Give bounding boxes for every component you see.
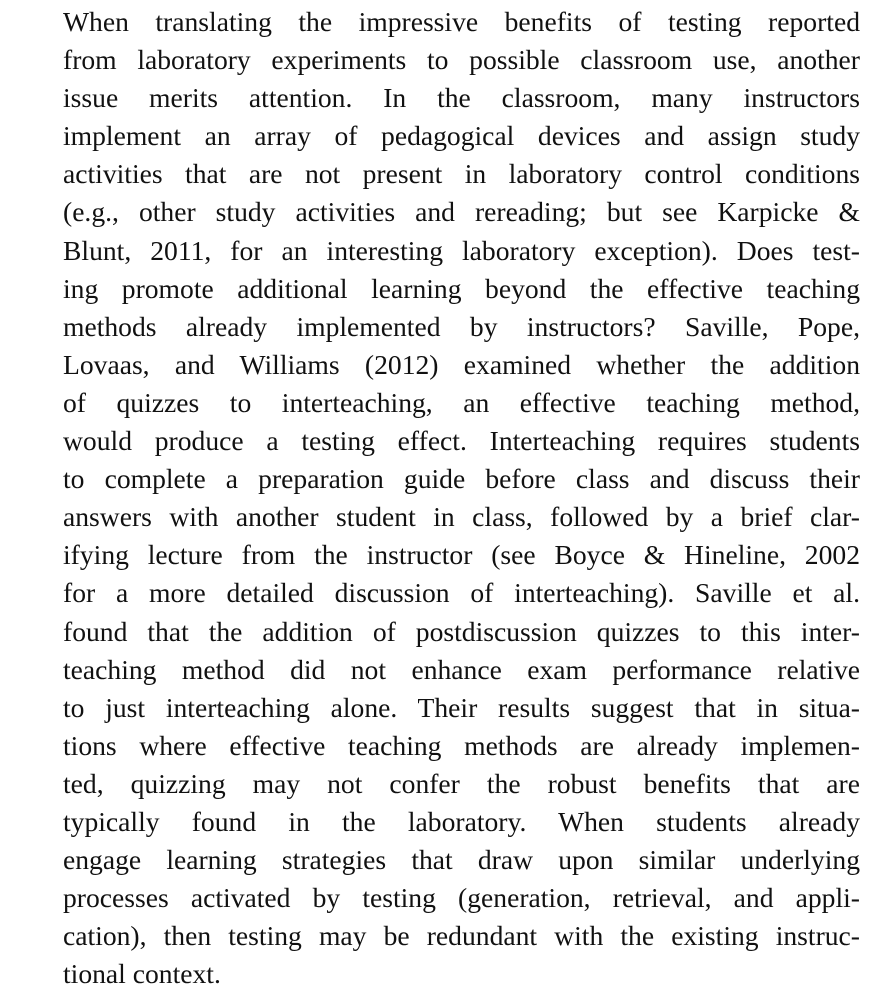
- paragraph-line: of quizzes to interteaching, an effective teaching method,: [63, 386, 860, 418]
- paragraph-line: issue merits attention. In the classroom, many instructors: [63, 82, 860, 114]
- paragraph-line: ted, quizzing may not confer the robust benefits that are: [63, 767, 860, 799]
- paragraph-line: would produce a testing effect. Interteaching requires students: [63, 425, 860, 457]
- paragraph-line: answers with another student in class, followed by a brief clar-: [63, 501, 860, 533]
- paragraph-line: ifying lecture from the instructor (see Boyce & Hineline, 2002: [63, 539, 860, 571]
- paragraph-line: engage learning strategies that draw upon similar underlying: [63, 844, 860, 876]
- paragraph-line: Blunt, 2011, for an interesting laboratory exception). Does test-: [63, 234, 860, 266]
- paragraph-line: implement an array of pedagogical devices and assign study: [63, 120, 860, 152]
- paragraph-line: found that the addition of postdiscussion quizzes to this inter-: [63, 615, 860, 647]
- paragraph-line: tions where effective teaching methods are already implemen-: [63, 729, 860, 761]
- paragraph-line: for a more detailed discussion of interteaching). Saville et al.: [63, 577, 860, 609]
- paragraph-line: typically found in the laboratory. When students already: [63, 805, 860, 837]
- paragraph-line: processes activated by testing (generation, retrieval, and appli-: [63, 882, 860, 914]
- body-paragraph: [63, 3, 860, 993]
- paragraph-line: teaching method did not enhance exam performance relative: [63, 653, 860, 685]
- paragraph-line: activities that are not present in laboratory control conditions: [63, 158, 860, 190]
- paragraph-line: (e.g., other study activities and rereading; but see Karpicke &: [63, 196, 860, 228]
- paragraph-line: When translating the impressive benefits of testing reported: [63, 6, 860, 37]
- paragraph-line: methods already implemented by instructors? Saville, Pope,: [63, 310, 860, 342]
- paragraph-line: tional context.: [63, 958, 221, 990]
- paragraph-line: to just interteaching alone. Their results suggest that in situa-: [63, 691, 860, 723]
- paragraph-line: from laboratory experiments to possible classroom use, another: [63, 44, 860, 76]
- paragraph-line: ing promote additional learning beyond the effective teaching: [63, 272, 860, 304]
- paragraph-line: to complete a preparation guide before class and discuss their: [63, 463, 860, 495]
- paragraph-line: Lovaas, and Williams (2012) examined whether the addition: [63, 348, 860, 380]
- paragraph-line: cation), then testing may be redundant with the existing instruc-: [63, 920, 860, 952]
